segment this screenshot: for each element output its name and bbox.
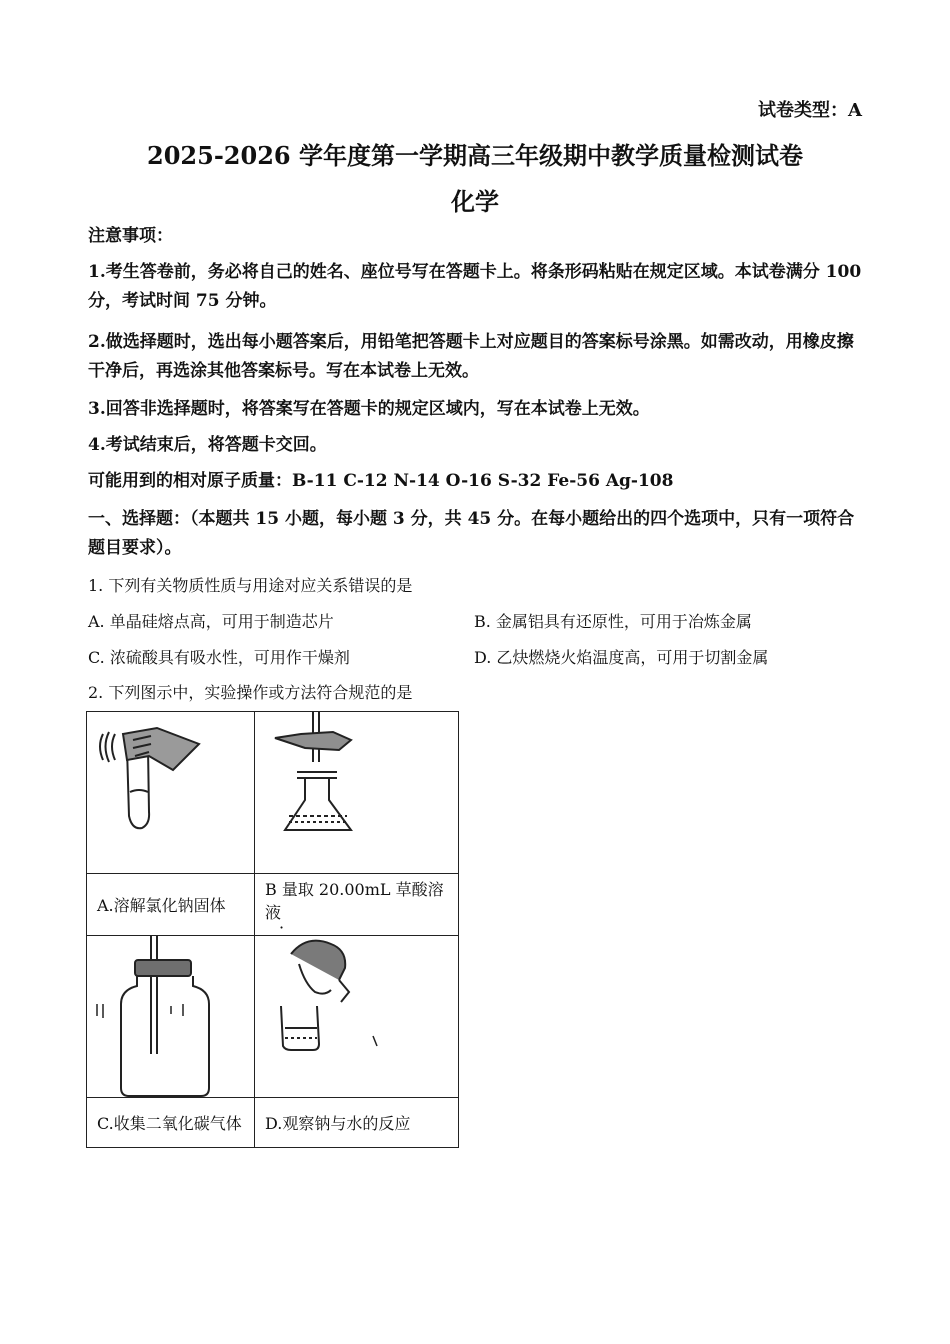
caption-a: A.溶解氯化钠固体	[97, 896, 226, 915]
caption-d: D.观察钠与水的反应	[265, 1114, 411, 1133]
caption-a-cell	[87, 874, 255, 936]
question-1-option-d: D. 乙炔燃烧火焰温度高，可用于切割金属	[474, 648, 769, 667]
notes-heading: 注意事项：	[88, 226, 173, 246]
observe-reaction-figure	[255, 936, 458, 1097]
caption-b: B 量取 20.00mL 草酸溶液	[265, 879, 444, 922]
figure-b-cell	[255, 712, 459, 874]
figure-a-cell	[87, 712, 255, 874]
caption-c-cell	[87, 1098, 255, 1148]
section-heading: 一、选择题：（本题共 15 小题，每小题 3 分，共 45 分。在每小题给出的四个选项中，只有一项符合题目要求）。	[88, 509, 855, 558]
question-2-figure-table	[86, 711, 459, 1148]
question-1-option-a: A. 单晶硅熔点高，可用于制造芯片	[88, 612, 334, 631]
note-1: 1.考生答卷前，务必将自己的姓名、座位号写在答题卡上。将条形码粘贴在规定区域。本试卷满分 100 分，考试时间 75 分钟。	[88, 262, 862, 311]
subject-title: 化学	[451, 187, 499, 216]
question-1-stem: 1. 下列有关物质性质与用途对应关系错误的是	[88, 576, 413, 595]
note-3: 3.回答非选择题时，将答案写在答题卡的规定区域内，写在本试卷上无效。	[88, 399, 650, 419]
caption-b-tail: ·	[279, 917, 285, 937]
exam-title: 2025-2026 学年度第一学期高三年级期中教学质量检测试卷	[147, 141, 803, 170]
question-1-option-c: C. 浓硫酸具有吸水性，可用作干燥剂	[88, 648, 350, 667]
figure-c-cell	[87, 936, 255, 1098]
note-4: 4.考试结束后，将答题卡交回。	[88, 435, 327, 455]
exam-type: 试卷类型：A	[758, 100, 862, 121]
note-2: 2.做选择题时，选出每小题答案后，用铅笔把答题卡上对应题目的答案标号涂黑。如需改动，用橡皮擦干净后，再选涂其他答案标号。写在本试卷上无效。	[88, 332, 854, 381]
burette-flask-figure	[255, 712, 458, 873]
question-1-option-b: B. 金属铝具有还原性，可用于冶炼金属	[474, 612, 752, 631]
question-2-stem: 2. 下列图示中，实验操作或方法符合规范的是	[88, 683, 413, 702]
test-tube-shaking-figure	[87, 712, 254, 873]
gas-bottle-figure	[87, 936, 254, 1097]
caption-b-cell	[255, 874, 459, 936]
caption-d-cell	[255, 1098, 459, 1148]
figure-d-cell	[255, 936, 459, 1098]
atomic-masses: 可能用到的相对原子质量：B-11 C-12 N-14 O-16 S-32 Fe-56 Ag-108	[88, 471, 674, 491]
caption-c: C.收集二氧化碳气体	[97, 1114, 242, 1133]
